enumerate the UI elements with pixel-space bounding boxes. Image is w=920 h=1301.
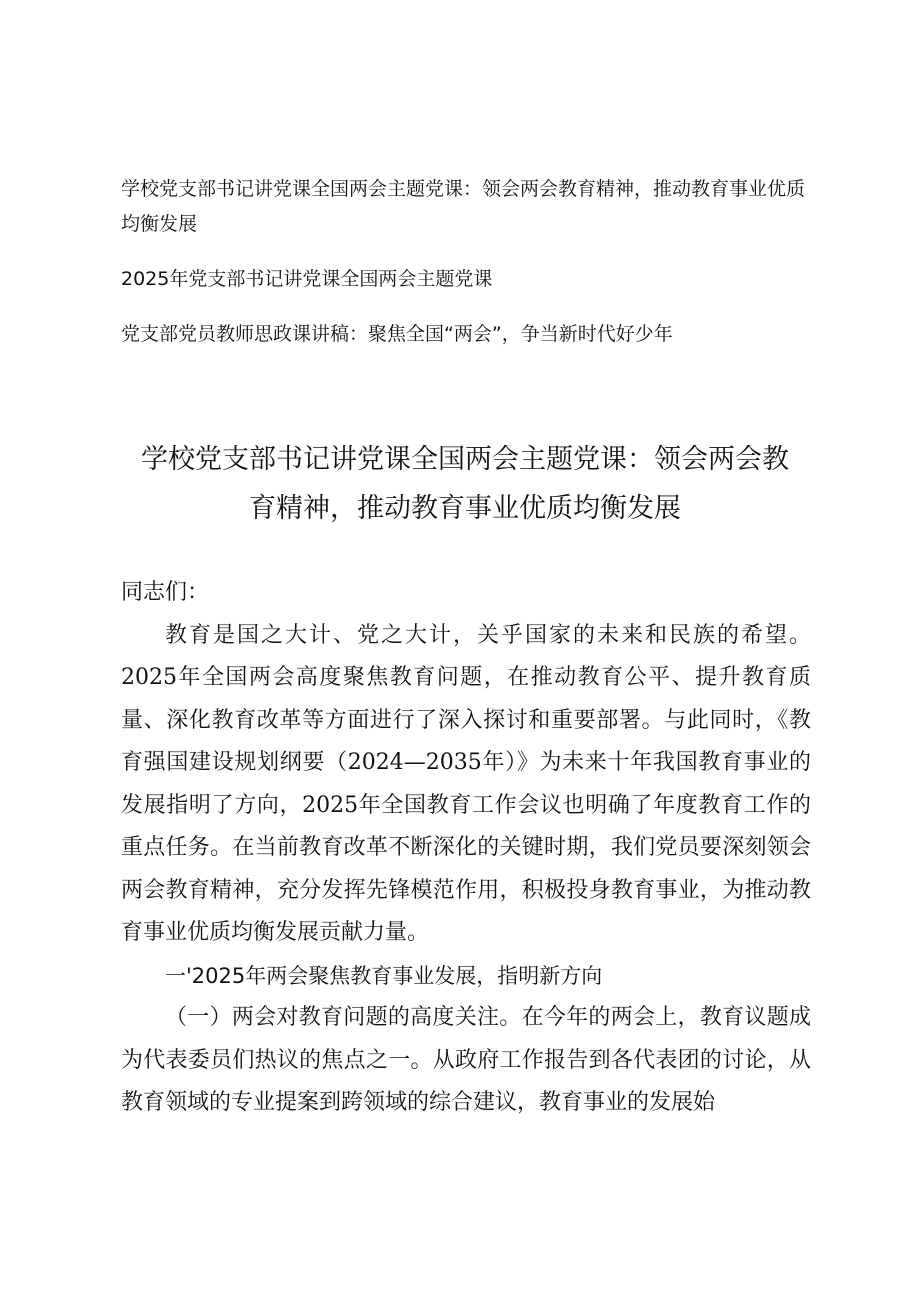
document-title xyxy=(120,435,810,533)
paragraph-section-1-1: （一）两会对教育问题的高度关注。在今年的两会上，教育议题成为代表委员们热议的焦点之一。从政府工作报告到各代表团的讨论，从教育领域的专业提案到跨领域的综合建议，教育事业的发展始 xyxy=(121,1005,811,1115)
title-line-2: 育精神，推动教育事业优质均衡发展 xyxy=(249,493,681,524)
toc-item-1: 学校党支部书记讲党课全国两会主题党课：领会两会教育精神，推动教育事业优质均衡发展 xyxy=(121,178,806,235)
toc-item-3: 党支部党员教师思政课讲稿：聚焦全国“两会”，争当新时代好少年 xyxy=(121,323,673,345)
document-body xyxy=(121,572,811,1125)
paragraph-intro: 教育是国之大计、党之大计，关乎国家的未来和民族的希望。2025年全国两会高度聚焦教育问题，在推动教育公平、提升教育质量、深化教育改革等方面进行了深入探讨和重要部署。与此同时，《教育强国建设规划纲要（2024—2035年）》为未来十年我国教育事业的发展指明了方向，2025年全国教育工作会议也明确了年度教育工作的重点任务。在当前教育改革不断深化的关键时期，我们党员要深刻领会两会教育精神，充分发挥先锋模范作用，积极投身教育事业，为推动教育事业优质均衡发展贡献力量。 xyxy=(121,622,811,945)
title-line-1: 学校党支部书记讲党课全国两会主题党课：领会两会教 xyxy=(141,444,789,475)
table-of-contents xyxy=(121,172,821,372)
section-heading-1: 一'2025年两会聚焦教育事业发展，指明新方向 xyxy=(165,963,603,988)
toc-item-2: 2025年党支部书记讲党课全国两会主题党课 xyxy=(121,268,493,290)
salutation: 同志们： xyxy=(121,580,210,605)
